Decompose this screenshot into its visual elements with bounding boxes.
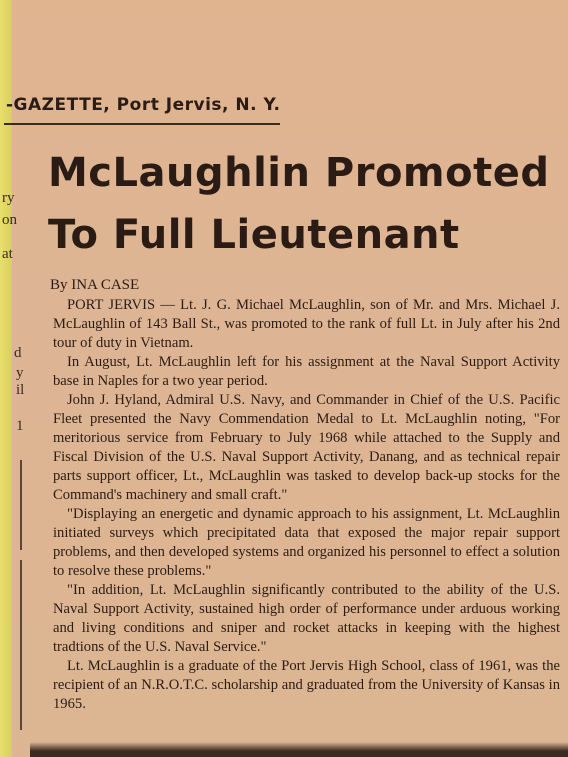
margin-fragment: ry bbox=[2, 190, 15, 206]
article-paragraph: John J. Hyland, Admiral U.S. Navy, and Commander in Chief of the U.S. Pacific Fleet presented the Navy Commendation Medal to Lt. McLaughlin noting, "For meritorious service from February to July 1968 while attached to the Supply and Fiscal Division of the U.S. Naval Support Activity, Danang, and as technical repair parts support officer, Lt., McLaughlin was tasked to develop back-up stocks for the Command's machinery and small craft." bbox=[53, 392, 560, 503]
byline: By INA CASE bbox=[50, 277, 140, 293]
article-paragraph: "Displaying an energetic and dynamic approach to his assignment, Lt. McLaughlin initiated surveys which precipitated data that exposed the major repair support problems, and then developed systems and organized his personnel to effect a solution to resolve these problems." bbox=[53, 506, 560, 579]
column-rule bbox=[20, 560, 22, 730]
column-rule bbox=[20, 460, 22, 550]
article-body bbox=[53, 296, 560, 714]
margin-fragment: y bbox=[16, 365, 24, 381]
margin-fragment: on bbox=[2, 212, 17, 228]
margin-fragment: 1 bbox=[16, 418, 24, 434]
masthead-rule bbox=[4, 123, 280, 125]
cut-off-next-headline bbox=[30, 742, 568, 757]
margin-fragment: d bbox=[14, 345, 22, 361]
newspaper-masthead: -GAZETTE, Port Jervis, N. Y. bbox=[6, 95, 281, 115]
margin-fragment: il bbox=[16, 382, 25, 398]
article-paragraph: In August, Lt. McLaughlin left for his assignment at the Naval Support Activity base in Naples for a two year period. bbox=[53, 354, 560, 389]
article-paragraph: PORT JERVIS — Lt. J. G. Michael McLaughlin, son of Mr. and Mrs. Michael J. McLaughlin of 143 Ball St., was promoted to the rank of full Lt. in July after his 2nd tour of duty in Vietnam. bbox=[53, 297, 560, 351]
article-paragraph: Lt. McLaughlin is a graduate of the Port Jervis High School, class of 1961, was the recipient of an N.R.O.T.C. scholarship and graduated from the University of Kansas in 1965. bbox=[53, 658, 560, 712]
headline-line-2: To Full Lieutenant bbox=[48, 212, 460, 258]
headline-line-1: McLaughlin Promoted bbox=[48, 150, 550, 196]
article-paragraph: "In addition, Lt. McLaughlin significantly contributed to the ability of the U.S. Naval Support Activity, sustained high order of performance under arduous working and living conditions and sniper and rocket attacks in keeping with the highest tradtions of the U.S. Naval Service." bbox=[53, 582, 560, 655]
margin-fragment: at bbox=[2, 246, 13, 262]
